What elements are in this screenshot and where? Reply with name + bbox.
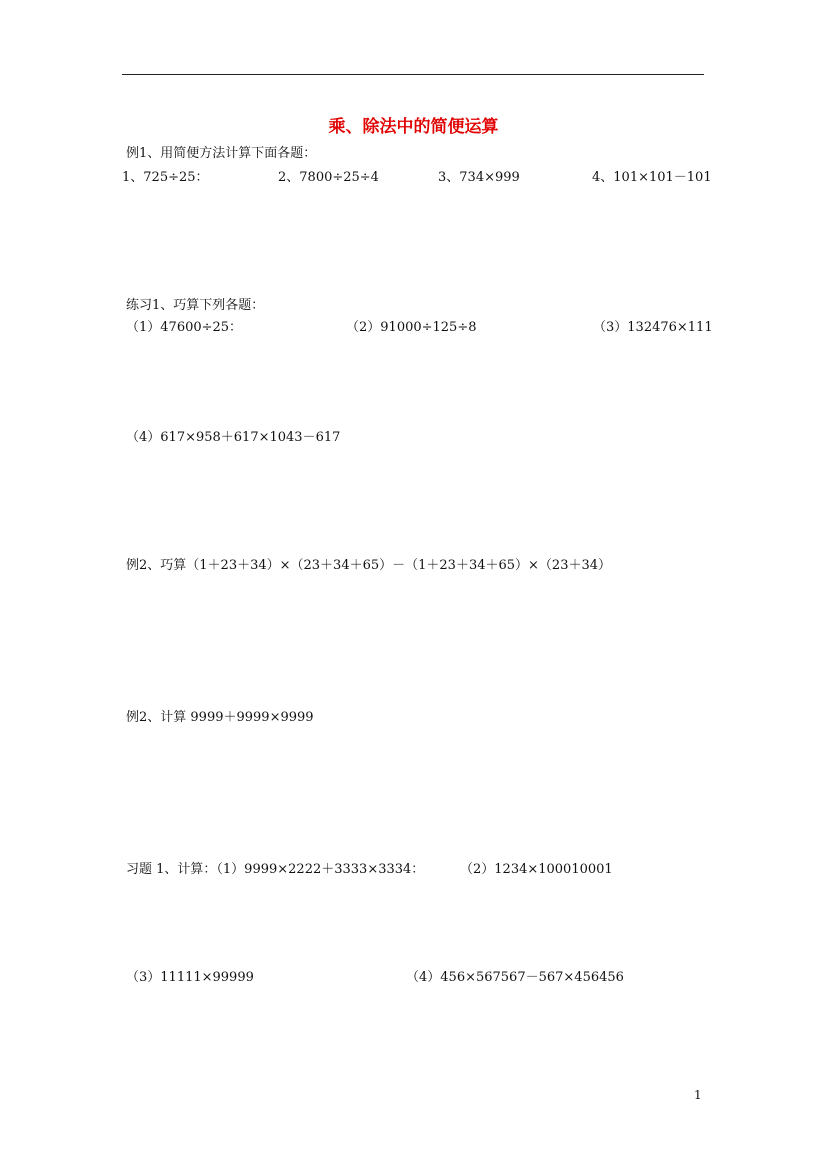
example1-problem-1: 1、725÷25：: [122, 170, 209, 185]
example1-problem-2: 2、7800÷25÷4: [278, 170, 379, 185]
exercise1-problem-2: （2）1234×100010001: [460, 862, 613, 877]
practice1-problem-4: （4）617×958＋617×1043－617: [126, 430, 341, 445]
page-title: 乘、除法中的简便运算: [328, 117, 499, 137]
practice1-problem-3: （3）132476×111: [593, 320, 713, 335]
practice1-heading: 练习1、巧算下列各题：: [126, 298, 265, 313]
exercise1-problem-4: （4）456×567567－567×456456: [406, 970, 624, 985]
practice1-problem-2: （2）91000÷125÷8: [346, 320, 477, 335]
example1-problem-3: 3、734×999: [438, 170, 520, 185]
header-rule: [122, 74, 704, 75]
example2-calculation: 例2、计算 9999＋9999×9999: [126, 710, 314, 725]
practice1-problem-1: （1）47600÷25：: [126, 320, 243, 335]
example1-heading: 例1、用简便方法计算下面各题：: [126, 146, 317, 161]
example2-clever-calculation: 例2、巧算（1＋23＋34）×（23＋34＋65）－（1＋23＋34＋65）×（23＋34）: [126, 558, 612, 573]
exercise1-problem-3: （3）11111×99999: [126, 970, 254, 985]
exercise1-problem-1: 习题 1、计算：（1）9999×2222＋3333×3334：: [126, 862, 425, 877]
page-number: 1: [694, 1088, 702, 1102]
example1-problem-4: 4、101×101－101: [592, 170, 712, 185]
